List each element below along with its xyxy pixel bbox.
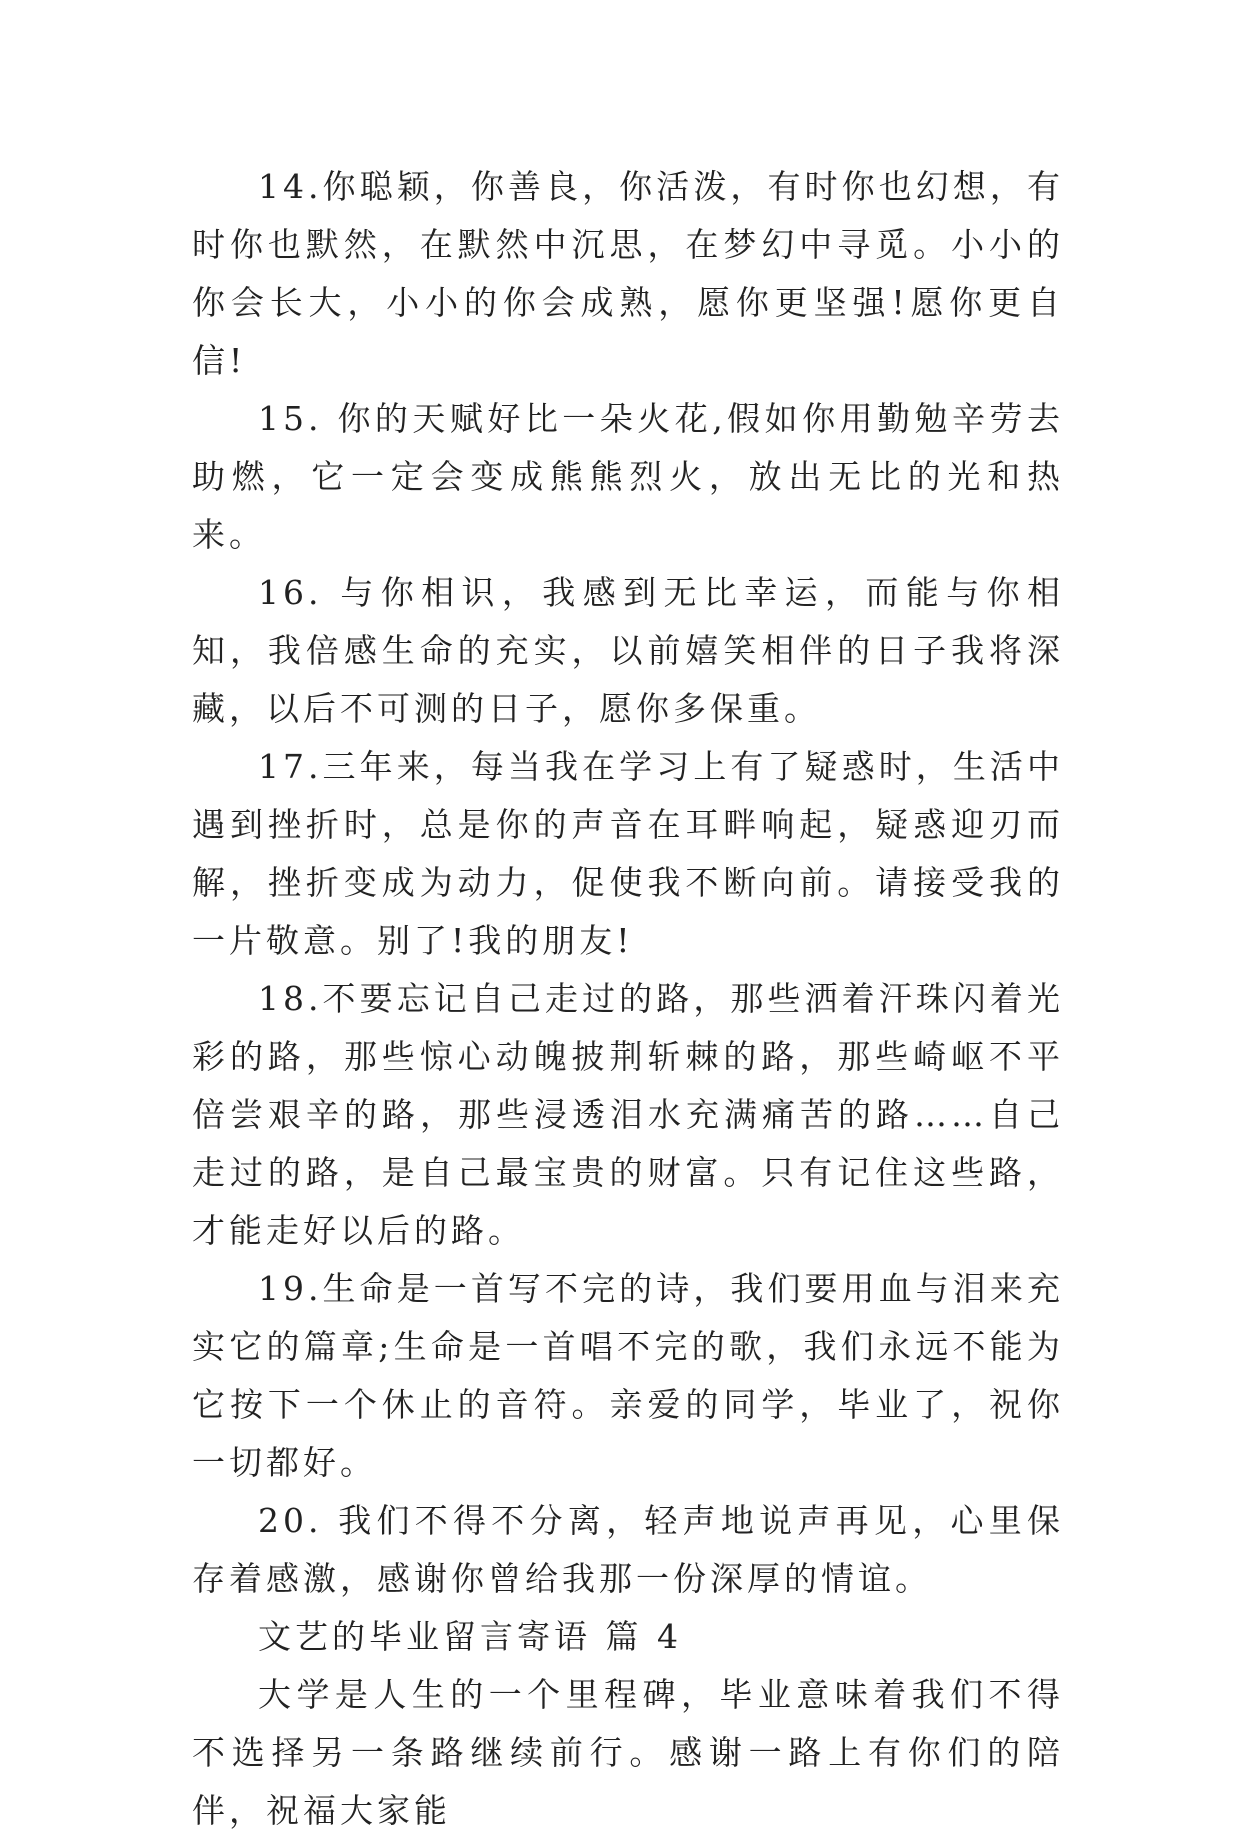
paragraph-section-4: 大学是人生的一个里程碑，毕业意味着我们不得不选择另一条路继续前行。感谢一路上有你们的陪伴，祝福大家能 — [192, 1675, 1064, 1830]
section-heading: 文艺的毕业留言寄语 篇 4 — [258, 1617, 682, 1656]
paragraph-18: 18.不要忘记自己走过的路，那些洒着汗珠闪着光彩的路，那些惊心动魄披荆斩棘的路，那些崎岖不平倍尝艰辛的路，那些浸透泪水充满痛苦的路……自己走过的路，是自己最宝贵的财富。只有记住这些路，才能走好以后的路。 — [192, 979, 1064, 1250]
paragraph-16: 16. 与你相识，我感到无比幸运，而能与你相知，我倍感生命的充实，以前嬉笑相伴的日子我将深藏，以后不可测的日子，愿你多保重。 — [192, 573, 1064, 728]
paragraph-15: 15. 你的天赋好比一朵火花,假如你用勤勉辛劳去助燃，它一定会变成熊熊烈火，放出无比的光和热来。 — [192, 399, 1064, 554]
paragraph-19: 19.生命是一首写不完的诗，我们要用血与泪来充实它的篇章;生命是一首唱不完的歌，我们永远不能为它按下一个休止的音符。亲爱的同学，毕业了，祝你一切都好。 — [192, 1269, 1064, 1482]
document-body — [192, 158, 1064, 1840]
paragraph-20: 20. 我们不得不分离，轻声地说声再见，心里保存着感激，感谢你曾给我那一份深厚的情谊。 — [192, 1501, 1064, 1598]
paragraph-17: 17.三年来，每当我在学习上有了疑惑时，生活中遇到挫折时，总是你的声音在耳畔响起，疑惑迎刃而解，挫折变成为动力，促使我不断向前。请接受我的一片敬意。别了!我的朋友! — [192, 747, 1064, 960]
paragraph-14: 14.你聪颖，你善良，你活泼，有时你也幻想，有时你也默然，在默然中沉思，在梦幻中寻觅。小小的你会长大，小小的你会成熟，愿你更坚强!愿你更自信! — [192, 167, 1064, 380]
